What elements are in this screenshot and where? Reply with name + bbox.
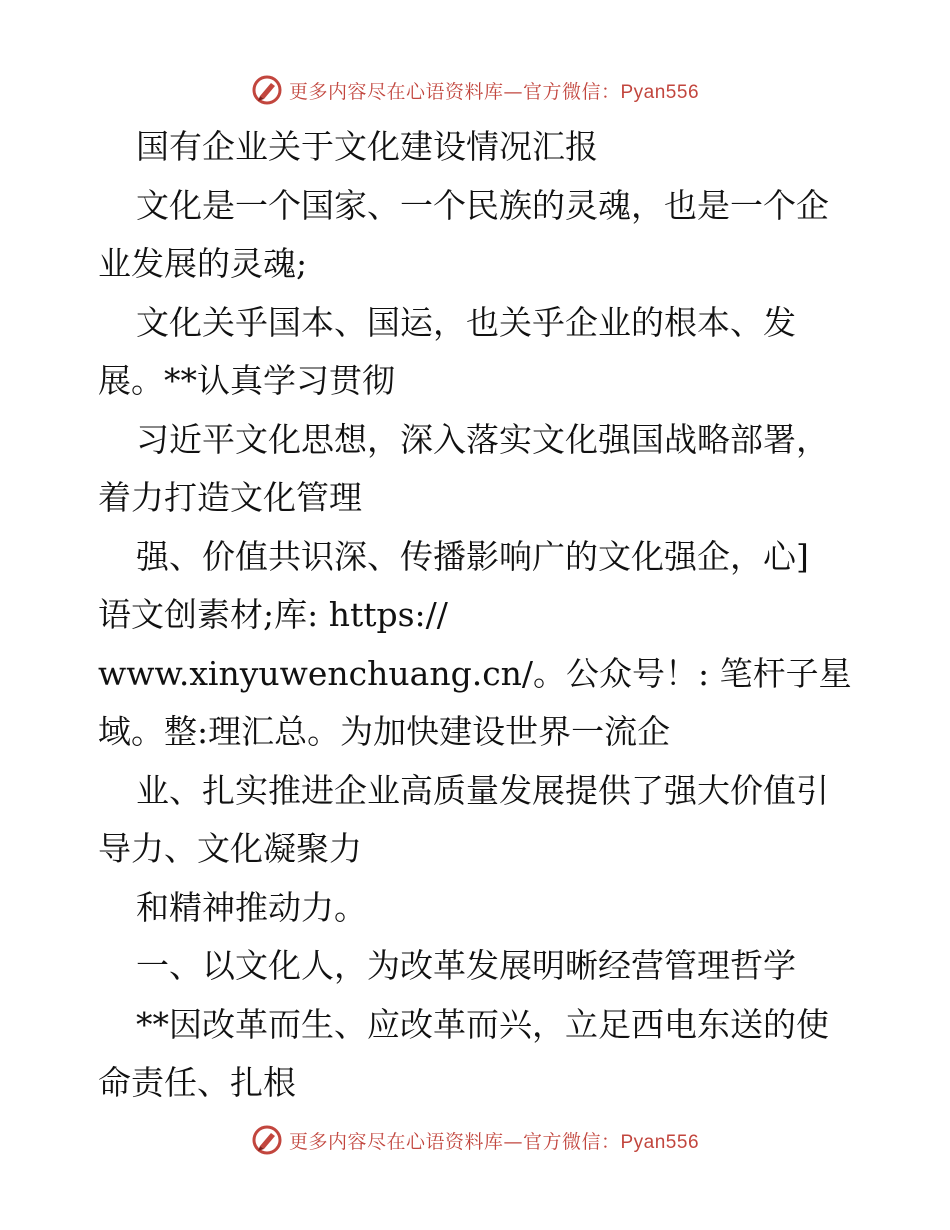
paragraph-line: 习近平文化思想，深入落实文化强国战略部署， [136, 419, 829, 459]
document-body [98, 118, 858, 1113]
paragraph-line: 语文创素材;库: https:// [98, 595, 448, 634]
footer-banner [0, 1120, 950, 1160]
header-banner [0, 70, 950, 110]
paragraph-line: 文化是一个国家、一个民族的灵魂，也是一个企 [136, 185, 829, 225]
pen-in-circle-icon [251, 1124, 283, 1156]
paragraph-line: 业、扎实推进企业高质量发展提供了强大价值引 [136, 770, 829, 810]
paragraph-line: **因改革而生、应改革而兴，立足西电东送的使 [136, 1004, 829, 1044]
footer-banner-text: 更多内容尽在心语资料库—官方微信：Pyan556 [288, 1130, 700, 1153]
paragraph-line: 和精神推动力。 [136, 887, 367, 927]
paragraph-line: 域。整:理汇总。为加快建设世界一流企 [98, 712, 671, 751]
paragraph-line: 导力、文化凝聚力 [98, 829, 362, 868]
document-title: 国有企业关于文化建设情况汇报 [136, 127, 598, 166]
section-heading: 一、以文化人，为改革发展明晰经营管理哲学 [136, 946, 796, 985]
paragraph-line: 强、价值共识深、传播影响广的文化强企，心] [136, 536, 809, 576]
paragraph-line: 文化关乎国本、国运，也关乎企业的根本、发 [136, 302, 796, 342]
paragraph-line: 展。**认真学习贯彻 [98, 361, 395, 400]
header-banner-text: 更多内容尽在心语资料库—官方微信：Pyan556 [288, 80, 700, 103]
pen-in-circle-icon [251, 74, 283, 106]
paragraph-line: 着力打造文化管理 [98, 478, 362, 517]
paragraph-line: 命责任、扎根 [98, 1063, 296, 1102]
footer-wechat-id: Pyan556 [620, 1131, 700, 1153]
header-wechat-id: Pyan556 [620, 81, 700, 103]
paragraph-line: 业发展的灵魂; [98, 244, 308, 283]
paragraph-line: www.xinyuwenchuang.cn/。公众号！: 笔杆子星 [98, 653, 852, 693]
